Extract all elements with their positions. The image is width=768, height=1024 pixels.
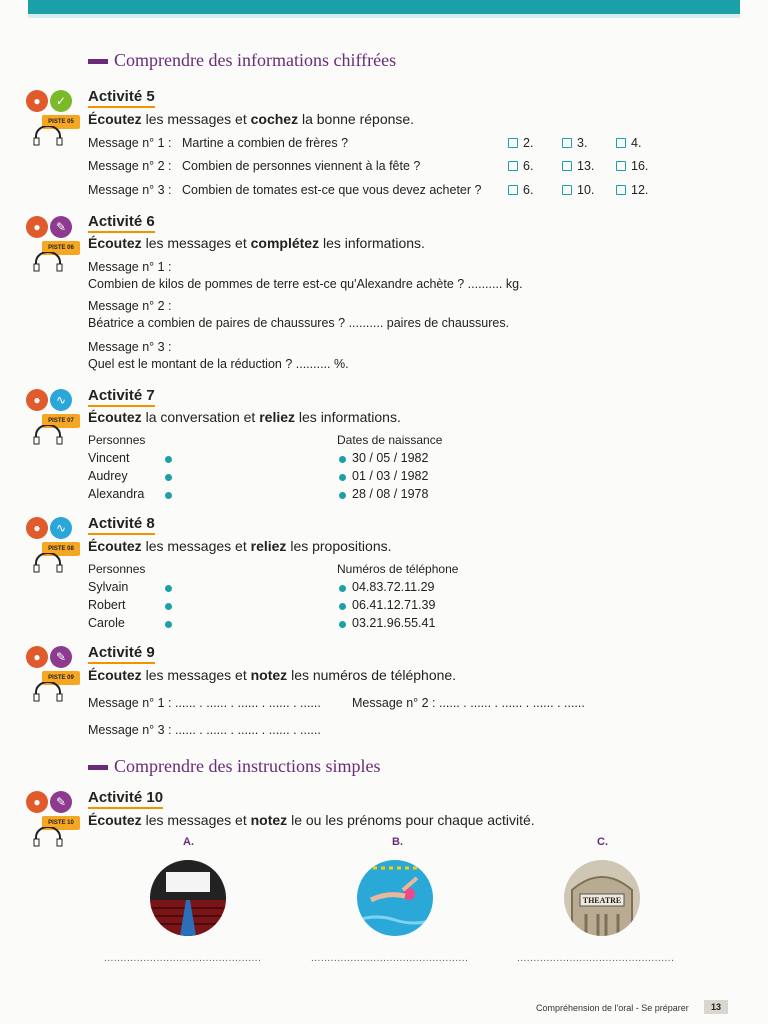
question-text: Martine a combien de frères ? [182, 136, 349, 150]
activity-7-instruction: Écoutez la conversation et reliez les informations. [88, 409, 401, 425]
phone-number: 04.83.72.11.29 [352, 580, 435, 594]
ear-icon: ● [26, 216, 48, 238]
link-dot[interactable] [165, 492, 172, 499]
question-text: Combien de kilos de pommes de terre est-ce qu'Alexandre achète ? .......... kg. [88, 277, 523, 291]
activity-10-instruction: Écoutez les messages et notez le ou les prénoms pour chaque activité. [88, 812, 535, 828]
phone-number: 06.41.12.71.39 [352, 598, 436, 612]
ear-icon: ● [26, 791, 48, 813]
person-name: Carole [88, 616, 125, 630]
link-dot[interactable] [339, 603, 346, 610]
ear-icon: ● [26, 389, 48, 411]
link-dot[interactable] [339, 492, 346, 499]
link-dot[interactable] [165, 474, 172, 481]
phone-blank[interactable]: Message n° 2 : ...... . ...... . ...... . ...... . ...... [352, 696, 585, 710]
ear-icon: ● [26, 517, 48, 539]
image-label: A. [183, 836, 194, 848]
activity-6-instruction: Écoutez les messages et complétez les informations. [88, 235, 425, 251]
option-checkbox[interactable]: 12. [616, 183, 648, 197]
birth-date: 28 / 08 / 1978 [352, 487, 429, 501]
link-dot[interactable] [339, 456, 346, 463]
link-dot[interactable] [165, 621, 172, 628]
birth-date: 30 / 05 / 1982 [352, 451, 429, 465]
option-checkbox[interactable]: 3. [562, 136, 587, 150]
footer-text: Compréhension de l'oral - Se préparer [536, 1003, 689, 1013]
track-tag[interactable]: PISTE 08 [42, 542, 80, 556]
column-header: Personnes [88, 433, 146, 447]
activity-7-title: Activité 7 [88, 387, 155, 407]
phone-blank[interactable]: Message n° 1 : ...... . ...... . ...... . ...... . ...... [88, 696, 321, 710]
page-number: 13 [704, 1000, 728, 1014]
link-dot[interactable] [165, 585, 172, 592]
activity-5-icons [26, 90, 86, 150]
link-dot[interactable] [339, 585, 346, 592]
option-checkbox[interactable]: 4. [616, 136, 641, 150]
activity-8-instruction: Écoutez les messages et reliez les propositions. [88, 538, 392, 554]
link-dot[interactable] [339, 621, 346, 628]
option-checkbox[interactable]: 2. [508, 136, 533, 150]
headphones-icon [32, 682, 64, 702]
pencil-icon: ✎ [50, 216, 72, 238]
person-name: Sylvain [88, 580, 129, 594]
link-dot[interactable] [339, 474, 346, 481]
link-icon: ∿ [50, 389, 72, 411]
top-band [28, 0, 740, 14]
answer-blank[interactable]: ................................................ [517, 953, 675, 964]
ear-icon: ● [26, 646, 48, 668]
headphones-icon [32, 252, 64, 272]
message-label: Message n° 1 : [88, 260, 172, 274]
option-checkbox[interactable]: 6. [508, 159, 533, 173]
activity-8-icons [26, 517, 86, 577]
activity-6-title: Activité 6 [88, 213, 155, 233]
pencil-icon: ✎ [50, 791, 72, 813]
question-text: Béatrice a combien de paires de chaussures ? .......... paires de chaussures. [88, 316, 510, 330]
activity-8-title: Activité 8 [88, 515, 155, 535]
link-dot[interactable] [165, 456, 172, 463]
track-tag[interactable]: PISTE 05 [42, 115, 80, 129]
image-label: B. [392, 836, 403, 848]
person-name: Vincent [88, 451, 130, 465]
swimming-photo [357, 860, 433, 936]
ear-icon: ● [26, 90, 48, 112]
activity-9-instruction: Écoutez les messages et notez les numéros de téléphone. [88, 667, 457, 683]
message-label: Message n° 1 : [88, 136, 172, 150]
column-header: Dates de naissance [337, 433, 443, 447]
option-checkbox[interactable]: 6. [508, 183, 533, 197]
activity-7-icons [26, 389, 86, 449]
activity-10-icons [26, 791, 86, 851]
column-header: Personnes [88, 562, 146, 576]
track-tag[interactable]: PISTE 06 [42, 241, 80, 255]
question-text: Combien de personnes viennent à la fête ? [182, 159, 421, 173]
option-checkbox[interactable]: 10. [562, 183, 594, 197]
message-label: Message n° 2 : [88, 159, 172, 173]
message-label: Message n° 2 : [88, 299, 172, 313]
person-name: Audrey [88, 469, 128, 483]
answer-blank[interactable]: ................................................ [311, 953, 469, 964]
activity-5-title: Activité 5 [88, 88, 155, 108]
section-title-instructions: Comprendre des instructions simples [88, 756, 380, 777]
message-label: Message n° 3 : [88, 183, 172, 197]
person-name: Alexandra [88, 487, 145, 501]
phone-blank[interactable]: Message n° 3 : ...... . ...... . ...... . ...... . ...... [88, 723, 321, 737]
link-icon: ∿ [50, 517, 72, 539]
check-icon: ✓ [50, 90, 72, 112]
headphones-icon [32, 425, 64, 445]
activity-5-instruction: Écoutez les messages et cochez la bonne réponse. [88, 111, 415, 127]
cinema-photo [150, 860, 226, 936]
theatre-sign-text: THEATRE [582, 896, 622, 905]
headphones-icon [32, 126, 64, 146]
question-text: Quel est le montant de la réduction ? .......... %. [88, 357, 349, 371]
birth-date: 01 / 03 / 1982 [352, 469, 429, 483]
activity-6-icons [26, 216, 86, 276]
top-band-shadow [28, 14, 740, 18]
person-name: Robert [88, 598, 126, 612]
link-dot[interactable] [165, 603, 172, 610]
option-checkbox[interactable]: 13. [562, 159, 594, 173]
track-tag[interactable]: PISTE 10 [42, 816, 80, 830]
phone-number: 03.21.96.55.41 [352, 616, 436, 630]
option-checkbox[interactable]: 16. [616, 159, 648, 173]
activity-9-icons [26, 646, 86, 706]
headphones-icon [32, 553, 64, 573]
headphones-icon [32, 827, 64, 847]
section-title-numbers: Comprendre des informations chiffrées [88, 50, 396, 71]
track-tag[interactable]: PISTE 07 [42, 414, 80, 428]
theatre-photo [564, 860, 640, 936]
activity-10-title: Activité 10 [88, 789, 163, 809]
image-label: C. [597, 836, 608, 848]
pencil-icon: ✎ [50, 646, 72, 668]
track-tag[interactable]: PISTE 09 [42, 671, 80, 685]
question-text: Combien de tomates est-ce que vous devez acheter ? [182, 183, 482, 197]
answer-blank[interactable]: ................................................ [104, 953, 262, 964]
message-label: Message n° 3 : [88, 340, 172, 354]
activity-9-title: Activité 9 [88, 644, 155, 664]
column-header: Numéros de téléphone [337, 562, 459, 576]
